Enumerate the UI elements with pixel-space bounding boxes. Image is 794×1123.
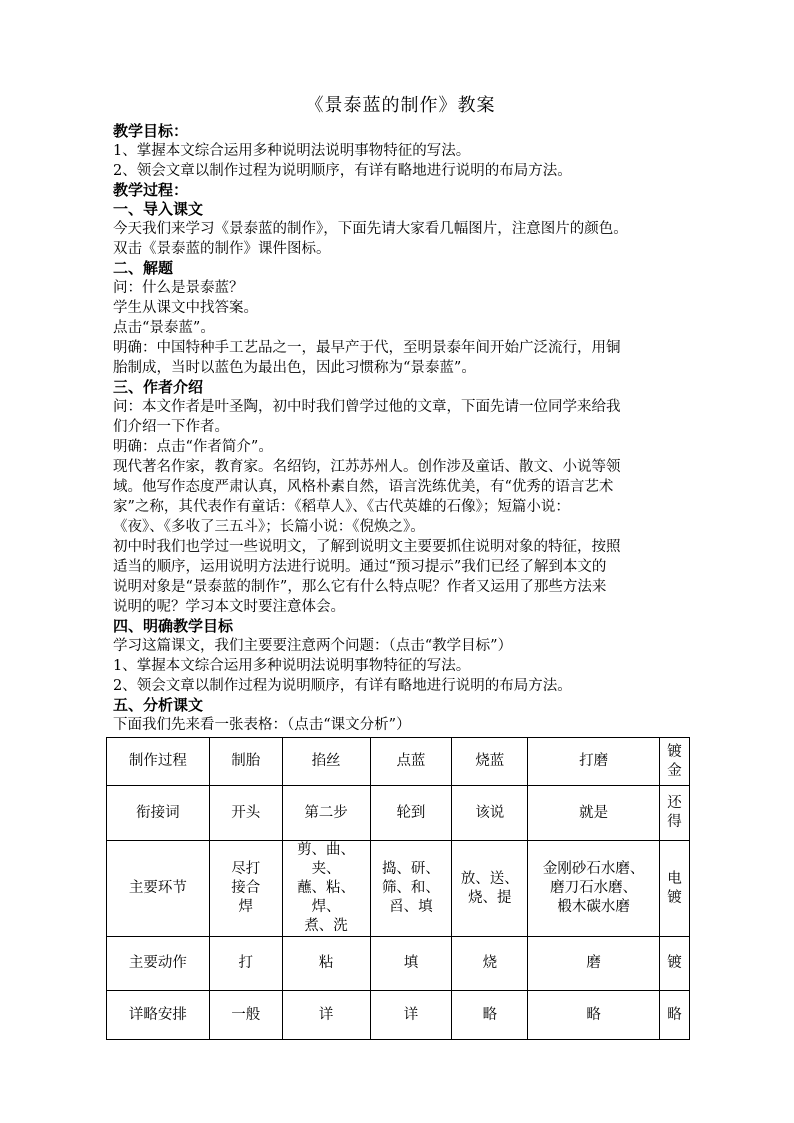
cell-line: 焊 (238, 899, 253, 915)
table-cell: 轮到 (370, 786, 452, 841)
table-cell (528, 841, 660, 937)
table-cell: 镀 (660, 937, 690, 991)
paragraph-line: 问：本文作者是叶圣陶，初中时我们曾学过他的文章，下面先请一位同学来给我 (113, 399, 621, 415)
goal-item: 2、领会文章以制作过程为说明顺序，有详有略地进行说明的布局方法。 (113, 163, 572, 179)
section-heading-goals: 四、明确教学目标 (113, 617, 234, 635)
document-body (113, 92, 688, 735)
paragraph-line: 点击“景泰蓝”。 (113, 320, 215, 336)
table-cell: 镀金 (660, 738, 690, 786)
paragraph-line: 们介绍一下作者。 (113, 419, 229, 435)
paragraph-line: 说明的呢？学习本文时要注意体会。 (113, 599, 345, 615)
table-cell: 一般 (209, 991, 282, 1040)
table-cell: 制作过程 (107, 738, 210, 786)
paragraph-line: 明确：中国特种手工艺品之一，最早产于代，至明景泰年间开始广泛流行，用铜 (113, 340, 621, 356)
table-row (107, 786, 690, 841)
cell-line: 烧、提 (468, 889, 512, 906)
table-cell: 详 (370, 991, 452, 1040)
table-cell: 该说 (452, 786, 528, 841)
table-cell: 略 (660, 991, 690, 1040)
table-cell: 打 (209, 937, 282, 991)
cell-line: 舀、填 (389, 899, 433, 915)
table-cell: 打磨 (528, 738, 660, 786)
cell-line: 捣、研、 (381, 861, 440, 877)
table-cell: 点蓝 (370, 738, 452, 786)
table-cell: 主要环节 (107, 841, 210, 937)
paragraph-line: 1、掌握本文综合运用多种说明法说明事物特征的写法。 (113, 658, 471, 674)
paragraph-line: 初中时我们也学过一些说明文，了解到说明文主要要抓住说明对象的特征，按照 (113, 539, 621, 555)
table-cell: 开头 (209, 786, 282, 841)
paragraph-line: 下面我们先来看一张表格：（点击“课文分析”） (113, 717, 411, 733)
table-cell: 填 (370, 937, 452, 991)
paragraph-line: 说明对象是“景泰蓝的制作”，那么它有什么特点呢？作者又运用了那些方法来 (113, 579, 607, 595)
cell-line: 接合 (231, 880, 261, 896)
table-row (107, 841, 690, 937)
section-heading-intro: 一、导入课文 (113, 200, 204, 218)
table-cell: 还得 (660, 786, 690, 841)
cell-line: 筛、和、 (381, 880, 440, 896)
paragraph-line: 《夜》、《多收了三五斗》；长篇小说：《倪焕之》。 (113, 519, 425, 535)
table-cell (209, 841, 282, 937)
cell-line: 尽打 (231, 861, 261, 877)
table-cell: 电镀 (660, 841, 690, 937)
cell-line: 金刚砂石水磨、 (542, 861, 645, 877)
paragraph-line: 今天我们来学习《景泰蓝的制作》，下面先请大家看几幅图片，注意图片的颜色。 (113, 221, 628, 237)
cell-line: 剪、曲、夹、 (297, 842, 356, 877)
table-row (107, 738, 690, 786)
section-heading-explain-title: 二、解题 (113, 259, 174, 277)
paragraph-line: 家”之称，其代表作有童话：《稻草人》、《古代英雄的石像》；短篇小说： (113, 499, 570, 515)
cell-line: 磨刀石水磨、 (550, 880, 638, 896)
table-cell: 粘 (282, 937, 370, 991)
table-cell: 略 (452, 991, 528, 1040)
table-cell: 制胎 (209, 738, 282, 786)
section-heading-analysis: 五、分析课文 (113, 696, 204, 714)
section-heading-author: 三、作者介绍 (113, 378, 204, 396)
process-heading: 教学过程： (113, 181, 189, 199)
paragraph-line: 域。他写作态度严肃认真，风格朴素自然，语言洗练优美，有“优秀的语言艺术 (113, 479, 614, 495)
paragraph-line: 现代著名作家，教育家。名绍钧，江苏苏州人。创作涉及童话、散文、小说等领 (113, 459, 621, 475)
paragraph-line: 学习这篇课文，我们主要要注意两个问题：（点击“教学目标”） (113, 638, 513, 654)
table-cell (282, 841, 370, 937)
table-cell: 详略安排 (107, 991, 210, 1040)
table-cell: 烧 (452, 937, 528, 991)
cell-line: 蘸、粘、焊、 (297, 880, 356, 915)
paragraph-line: 学生从课文中找答案。 (113, 300, 258, 316)
table-cell (370, 841, 452, 937)
cell-line: 煮、洗 (304, 918, 348, 934)
paragraph-line: 胎制成，当时以蓝色为最出色，因此习惯称为“景泰蓝”。 (113, 360, 476, 376)
paragraph-line: 问：什么是景泰蓝？ (113, 280, 244, 296)
paragraph-line: 2、领会文章以制作过程为说明顺序，有详有略地进行说明的布局方法。 (113, 678, 572, 694)
paragraph-line: 适当的顺序，运用说明方法进行说明。通过“预习提示”我们已经了解到本文的 (113, 559, 607, 575)
paragraph-line: 明确：点击“作者简介”。 (113, 439, 273, 455)
paragraph-line: 双击《景泰蓝的制作》课件图标。 (113, 241, 331, 257)
table-cell: 详 (282, 991, 370, 1040)
table-cell: 磨 (528, 937, 660, 991)
goals-heading: 教学目标： (113, 122, 189, 140)
table-cell: 略 (528, 991, 660, 1040)
table-cell: 烧蓝 (452, 738, 528, 786)
cell-line: 椴木碳水磨 (557, 899, 630, 915)
table-row (107, 991, 690, 1040)
table-cell: 第二步 (282, 786, 370, 841)
document-title: 《景泰蓝的制作》教案 (305, 95, 496, 116)
table-cell (452, 841, 528, 937)
table-cell: 主要动作 (107, 937, 210, 991)
analysis-table (106, 737, 690, 1040)
goal-item: 1、掌握本文综合运用多种说明法说明事物特征的写法。 (113, 143, 471, 159)
table-cell: 掐丝 (282, 738, 370, 786)
table-row (107, 937, 690, 991)
table-cell: 就是 (528, 786, 660, 841)
table-cell: 衔接词 (107, 786, 210, 841)
cell-line: 放、送、 (460, 870, 519, 887)
